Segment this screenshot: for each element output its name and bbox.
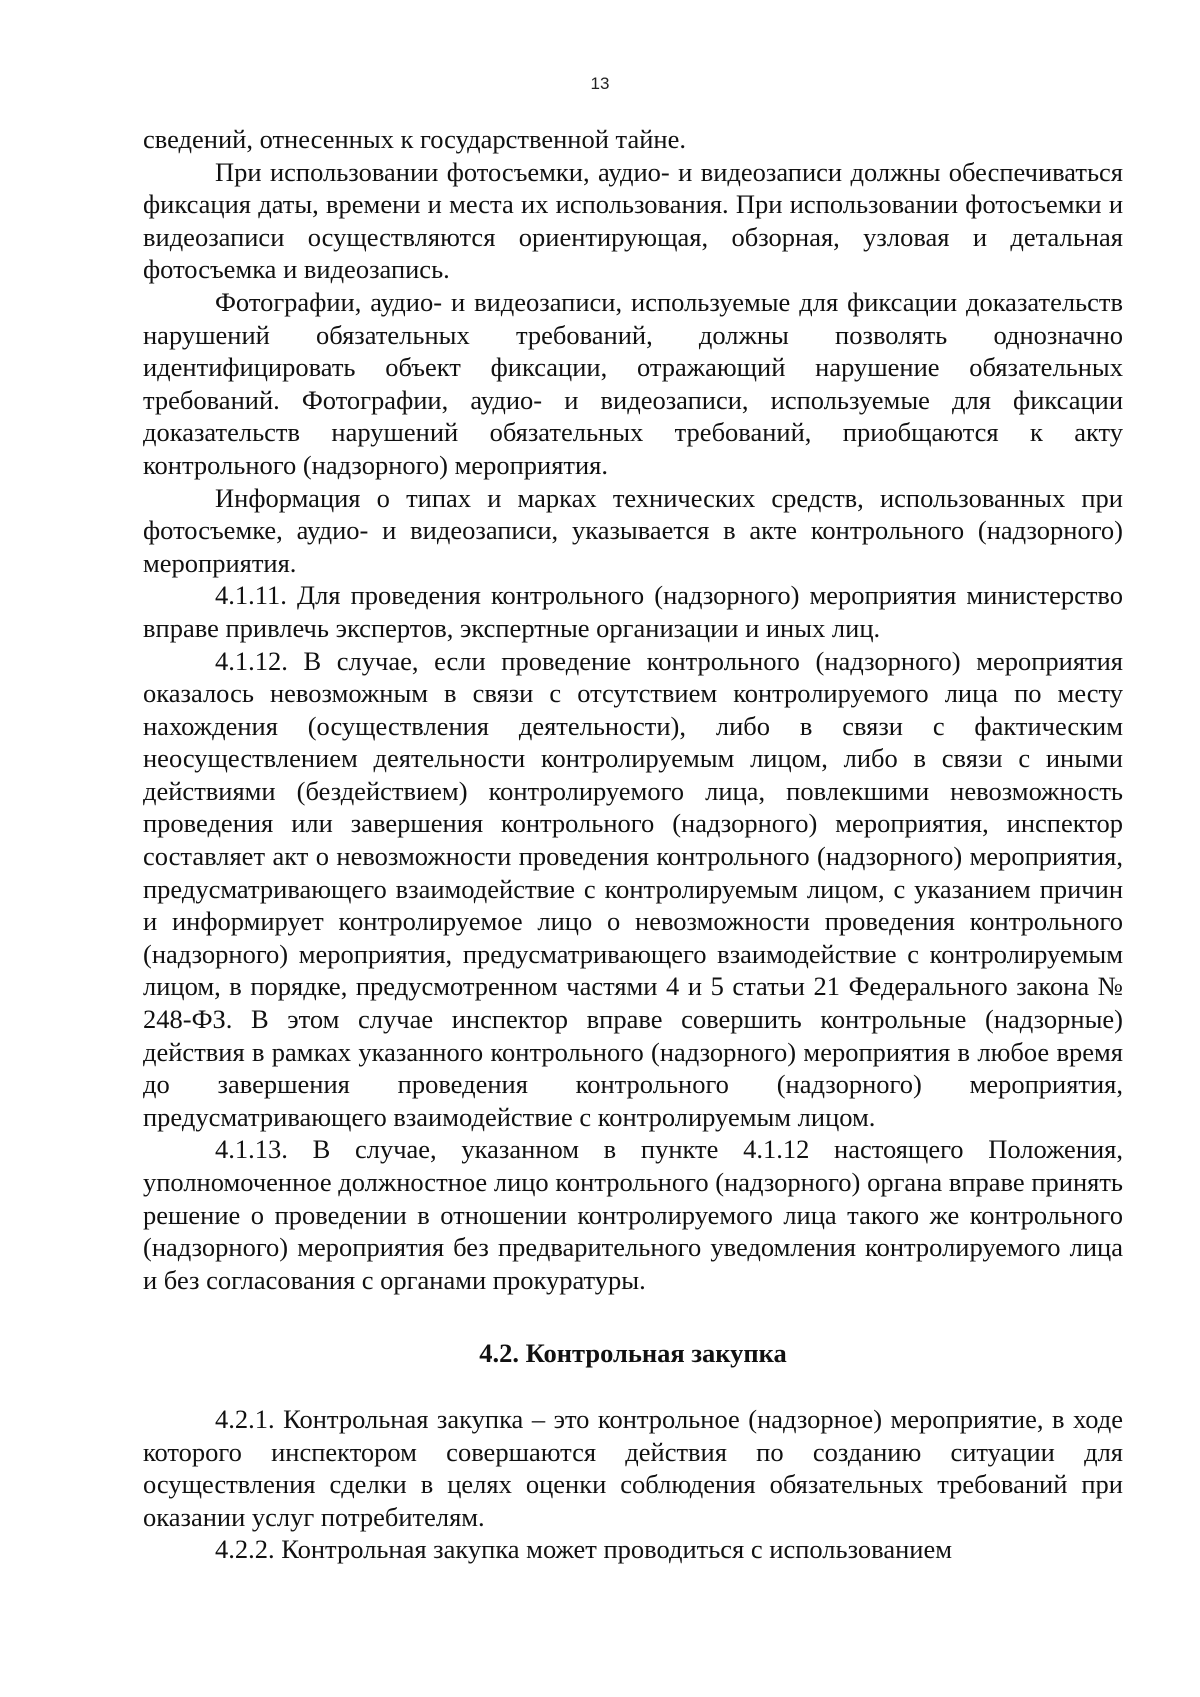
paragraph-technical-means: Информация о типах и марках технических средств, использованных при фотосъемке, аудио- и видеозаписи, указывается в акте контрольного (надзорного) мероприятия. <box>143 482 1123 578</box>
page-number: 13 <box>590 74 610 93</box>
paragraph-4-1-12: 4.1.12. В случае, если проведение контрольного (надзорного) мероприятия оказалось невозможным в связи с отсутствием контролируемого лица по месту нахождения (осуществления деятельности), либо в связи с фактическим неосуществлением деятельности контролируемым лицом, либо в связи с иными действиями (бездействием) контролируемого лица, повлекшими невозможность проведения или завершения контрольного (надзорного) мероприятия, инспектор составляет акт о невозможности проведения контрольного (надзорного) мероприятия, предусматривающего взаимодействие с контролируемым лицом, с указанием причин и информирует контролируемое лицо о невозможности проведения контрольного (надзорного) мероприятия, предусматривающего взаимодействие с контролируемым лицом, в порядке, предусмотренном частями 4 и 5 статьи 21 Федерального закона № 248-ФЗ. В этом случае инспектор вправе совершить контрольные (надзорные) действия в рамках указанного контрольного (надзорного) мероприятия в любое время до завершения проведения контрольного (надзорного) мероприятия, предусматривающего взаимодействие с контролируемым лицом. <box>143 645 1123 1132</box>
paragraph-photo-evidence: Фотографии, аудио- и видеозаписи, используемые для фиксации доказательств нарушений обязательных требований, должны позволять однозначно идентифицировать объект фиксации, отражающий нарушение обязательных требований. Фотографии, аудио- и видеозаписи, используемые для фиксации доказательств нарушений обязательных требований, приобщаются к акту контрольного (надзорного) мероприятия. <box>143 286 1123 480</box>
paragraph-4-1-11: 4.1.11. Для проведения контрольного (надзорного) мероприятия министерство вправе привлечь экспертов, экспертные организации и иных лиц. <box>143 580 1123 643</box>
paragraph-4-1-13: 4.1.13. В случае, указанном в пункте 4.1.12 настоящего Положения, уполномоченное должностное лицо контрольного (надзорного) органа вправе принять решение о проведении в отношении контролируемого лица такого же контрольного (надзорного) мероприятия без предварительного уведомления контролируемого лица и без согласования с органами прокуратуры. <box>143 1134 1123 1295</box>
paragraph-4-2-1: 4.2.1. Контрольная закупка – это контрольное (надзорное) мероприятие, в ходе которого инспектором совершаются действия по созданию ситуации для осуществления сделки в целях оценки соблюдения обязательных требований при оказании услуг потребителям. <box>143 1403 1123 1532</box>
paragraph-photo-fixation: При использовании фотосъемки, аудио- и видеозаписи должны обеспечиваться фиксация даты, времени и места их использования. При использовании фотосъемки и видеозаписи осуществляются ориентирующая, обзорная, узловая и детальная фотосъемка и видеозапись. <box>143 156 1123 285</box>
paragraph-continuation: сведений, отнесенных к государственной тайне. <box>143 124 686 154</box>
section-heading: 4.2. Контрольная закупка <box>479 1338 787 1369</box>
document-body <box>143 123 1123 1566</box>
paragraph-4-2-2: 4.2.2. Контрольная закупка может проводиться с использованием <box>215 1534 952 1565</box>
